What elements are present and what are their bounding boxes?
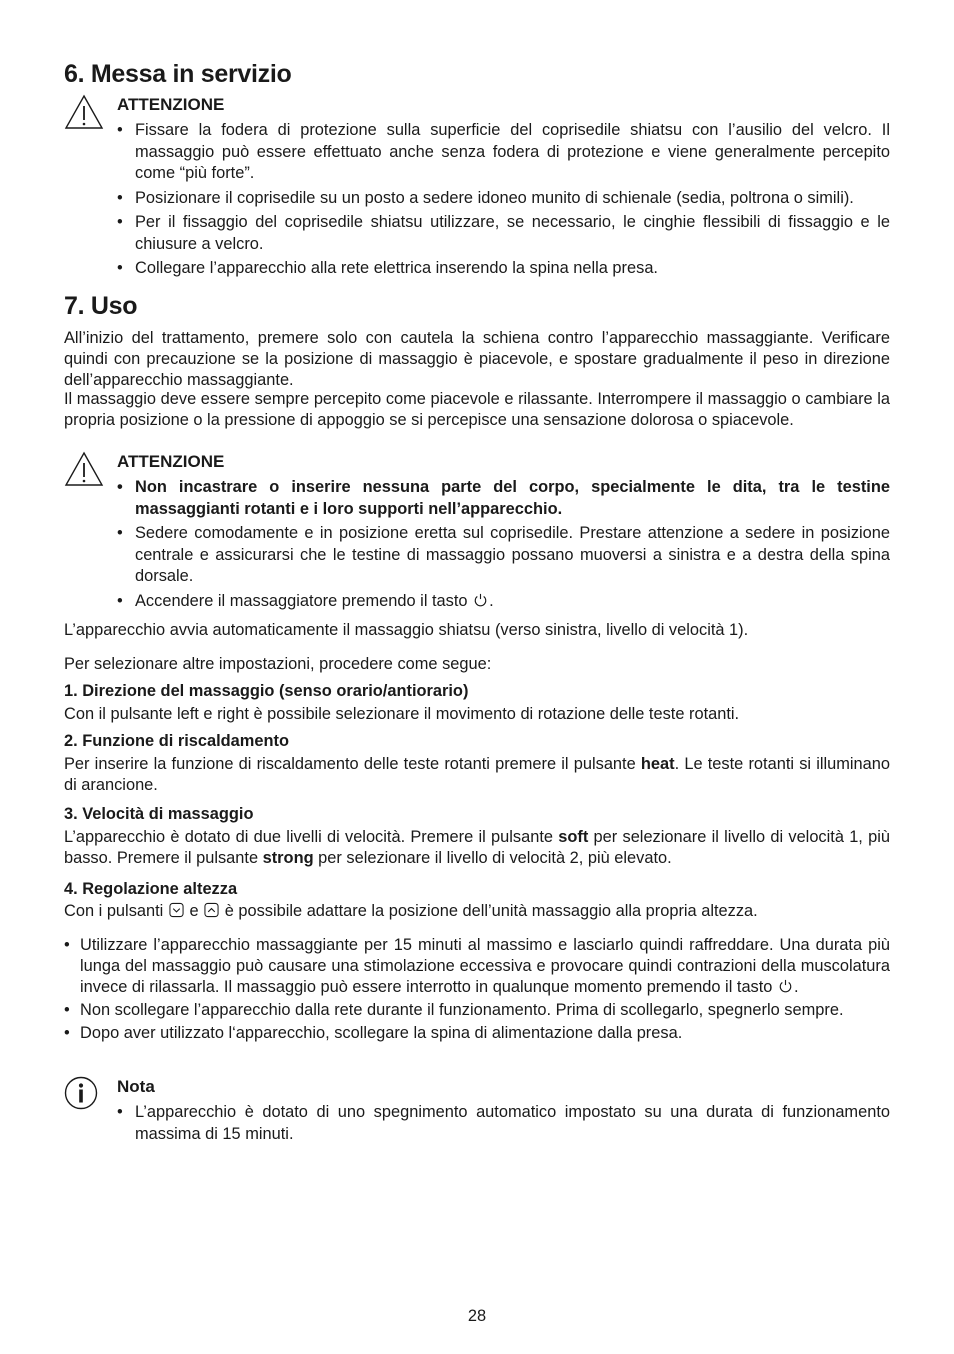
warning-item <box>117 591 890 613</box>
subheading-speed: 3. Velocità di massaggio <box>64 805 254 823</box>
period: . <box>794 978 799 996</box>
note-list <box>117 1102 890 1148</box>
note-item: • L’apparecchio è dotato di uno spegnimento automatico impostato su una durata di funzionamento massima di 15 minuti. <box>117 1102 890 1145</box>
usage-item: • Non scollegare l’apparecchio dalla rete durante il funzionamento. Prima di scollegarlo, spegnerlo sempre. <box>64 1000 890 1021</box>
subheading-heating: 2. Funzione di riscaldamento <box>64 732 289 750</box>
section-6-warning <box>64 94 890 280</box>
height-text <box>64 901 890 922</box>
auto-start-text: L’apparecchio avvia automaticamente il massaggio shiatsu (verso sinistra, livello di velocità 1). <box>64 621 749 639</box>
warning-item: • Non incastrare o inserire nessuna parte del corpo, specialmente le dita, tra le testine massaggianti rotanti e i loro supporti nell’apparecchio. <box>117 477 890 520</box>
period: . <box>489 591 494 610</box>
speed-text-a: L’apparecchio è dotato di due livelli di velocità. Premere il pulsante <box>64 828 559 846</box>
power-icon <box>778 978 793 994</box>
section-6-title: 6. Messa in servizio <box>64 60 292 88</box>
warning-triangle-icon <box>64 451 104 487</box>
usage-item: • Dopo aver utilizzato l‘apparecchio, scollegare la spina di alimentazione dalla presa. <box>64 1023 890 1044</box>
speed-text-b: per selezionare il livello di velocità 1, più basso. Premere il pulsante <box>64 828 890 867</box>
subheading-height: 4. Regolazione altezza <box>64 880 238 898</box>
power-icon <box>473 592 488 608</box>
usage-item-text: Utilizzare l’apparecchio massaggiante per 15 minuti al massimo e lasciarlo quindi raffreddare. Una durata più lunga del massaggio può causare una stimolazione eccessiva e provocare quindi contrazioni della muscolatura invece di rilassarla. Il massaggio può essere interrotto in qualunque momento premendo il tasto <box>80 936 890 996</box>
usage-item <box>64 935 890 998</box>
subheading-direction: 1. Direzione del massaggio (senso orario/antiorario) <box>64 682 469 700</box>
height-text-c: è possibile adattare la posizione dell’unità massaggio alla propria altezza. <box>224 902 758 920</box>
info-icon <box>64 1076 98 1110</box>
chevron-down-icon <box>169 902 184 918</box>
soft-label: soft <box>558 828 589 846</box>
heating-text-b: . Le teste rotanti si illuminano di arancione. <box>64 755 891 794</box>
power-on-text: Accendere il massaggiatore premendo il tasto <box>135 591 468 610</box>
height-text-a: Con i pulsanti <box>64 902 164 920</box>
general-usage-list <box>64 935 890 1046</box>
intro-paragraph-2: Il massaggio deve essere sempre percepito come piacevole e rilassante. Interrompere il massaggio o cambiare la propria posizione o la pressione di appoggio se si percepisce una sensazione dolorosa o spiacevole. <box>64 390 890 429</box>
chevron-up-icon <box>204 902 219 918</box>
note-title: Nota <box>117 1077 155 1096</box>
warning-item: • Posizionare il coprisedile su un posto a sedere idoneo munito di schienale (sedia, poltrona o simili). <box>117 188 890 210</box>
warning-item: • Sedere comodamente e in posizione eretta sul coprisedile. Prestare attenzione a sedere in posizione centrale e assicurarsi che le testine di massaggio possano muoversi a sinistra e a destra della spina dorsale. <box>117 523 890 588</box>
warning-list <box>117 120 890 283</box>
section-7-warning <box>64 451 890 616</box>
warning-title: ATTENZIONE <box>117 452 225 471</box>
heating-text <box>64 754 890 796</box>
warning-item: • Fissare la fodera di protezione sulla superficie del coprisedile shiatsu con l’ausilio del velcro. Il massaggio può essere effettuato anche senza fodera di protezione e viene generalmente percepito come “più forte”. <box>117 120 890 185</box>
warning-title: ATTENZIONE <box>117 95 225 114</box>
section-7-title: 7. Uso <box>64 292 138 320</box>
warning-triangle-icon <box>64 94 104 130</box>
warning-item: • Collegare l’apparecchio alla rete elettrica inserendo la spina nella presa. <box>117 258 890 280</box>
note-block <box>64 1076 890 1156</box>
direction-text: Con il pulsante left e right è possibile selezionare il movimento di rotazione delle teste rotanti. <box>64 705 740 723</box>
warning-list <box>117 477 890 615</box>
intro-paragraph-1: All’inizio del trattamento, premere solo con cautela la schiena contro l’apparecchio massaggiante. Verificare quindi con precauzione se la posizione di massaggio è piacevole, e spostare gradualmente il peso in direzione dell’apparecchio massaggiante. <box>64 329 890 389</box>
speed-text <box>64 827 890 869</box>
heat-label: heat <box>640 755 675 773</box>
strong-label: strong <box>262 849 314 867</box>
height-text-b: e <box>189 902 199 920</box>
page-number: 28 <box>467 1307 487 1325</box>
warning-item: • Per il fissaggio del coprisedile shiatsu utilizzare, se necessario, le cinghie flessibili di fissaggio e le chiusure a velcro. <box>117 212 890 255</box>
speed-text-c: per selezionare il livello di velocità 2, più elevato. <box>313 849 672 867</box>
heating-text-a: Per inserire la funzione di riscaldamento delle teste rotanti premere il pulsante <box>64 755 641 773</box>
select-more-text: Per selezionare altre impostazioni, procedere come segue: <box>64 655 492 673</box>
